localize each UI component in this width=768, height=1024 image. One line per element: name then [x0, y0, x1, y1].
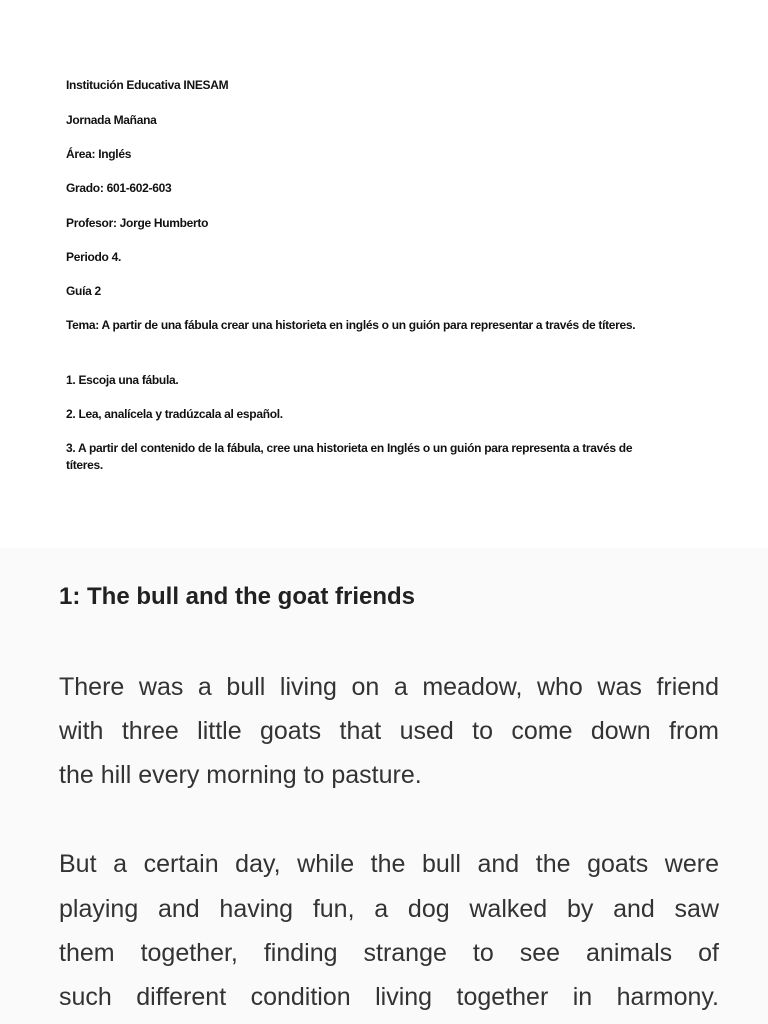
story-paragraph-2-line: such different condition living together in harmony. — [59, 983, 719, 1011]
grade-groups: Grado: 601-602-603 — [66, 181, 172, 195]
assignment-topic: Tema: A partir de una fábula crear una historieta en inglés o un guión para representar a través de títeres. — [66, 318, 636, 332]
school-shift: Jornada Mañana — [66, 113, 157, 127]
teacher-name: Profesor: Jorge Humberto — [66, 216, 209, 230]
instruction-step-2: 2. Lea, analícela y tradúzcala al español. — [66, 407, 283, 421]
story-paragraph-2-line: But a certain day, while the bull and the goats were — [59, 850, 719, 878]
story-paragraph-1-line: with three little goats that used to come down from — [59, 717, 719, 745]
institution-name: Institución Educativa INESAM — [66, 78, 229, 92]
story-title: 1: The bull and the goat friends — [59, 583, 416, 610]
story-paragraph-2-line: them together, finding strange to see animals of — [59, 939, 719, 967]
story-paragraph-1-line: There was a bull living on a meadow, who was friend — [59, 673, 719, 701]
story-paragraph-1-line: the hill every morning to pasture. — [59, 761, 422, 789]
instruction-step-3: 3. A partir del contenido de la fábula, cree una historieta en Inglés o un guión para representa a través de títeres. — [66, 441, 633, 472]
instruction-step-1: 1. Escoja una fábula. — [66, 373, 179, 387]
subject-area: Área: Inglés — [66, 147, 132, 161]
guide-number: Guía 2 — [66, 284, 101, 298]
story-paragraph-2-line: playing and having fun, a dog walked by and saw — [59, 895, 719, 923]
academic-period: Periodo 4. — [66, 250, 122, 264]
